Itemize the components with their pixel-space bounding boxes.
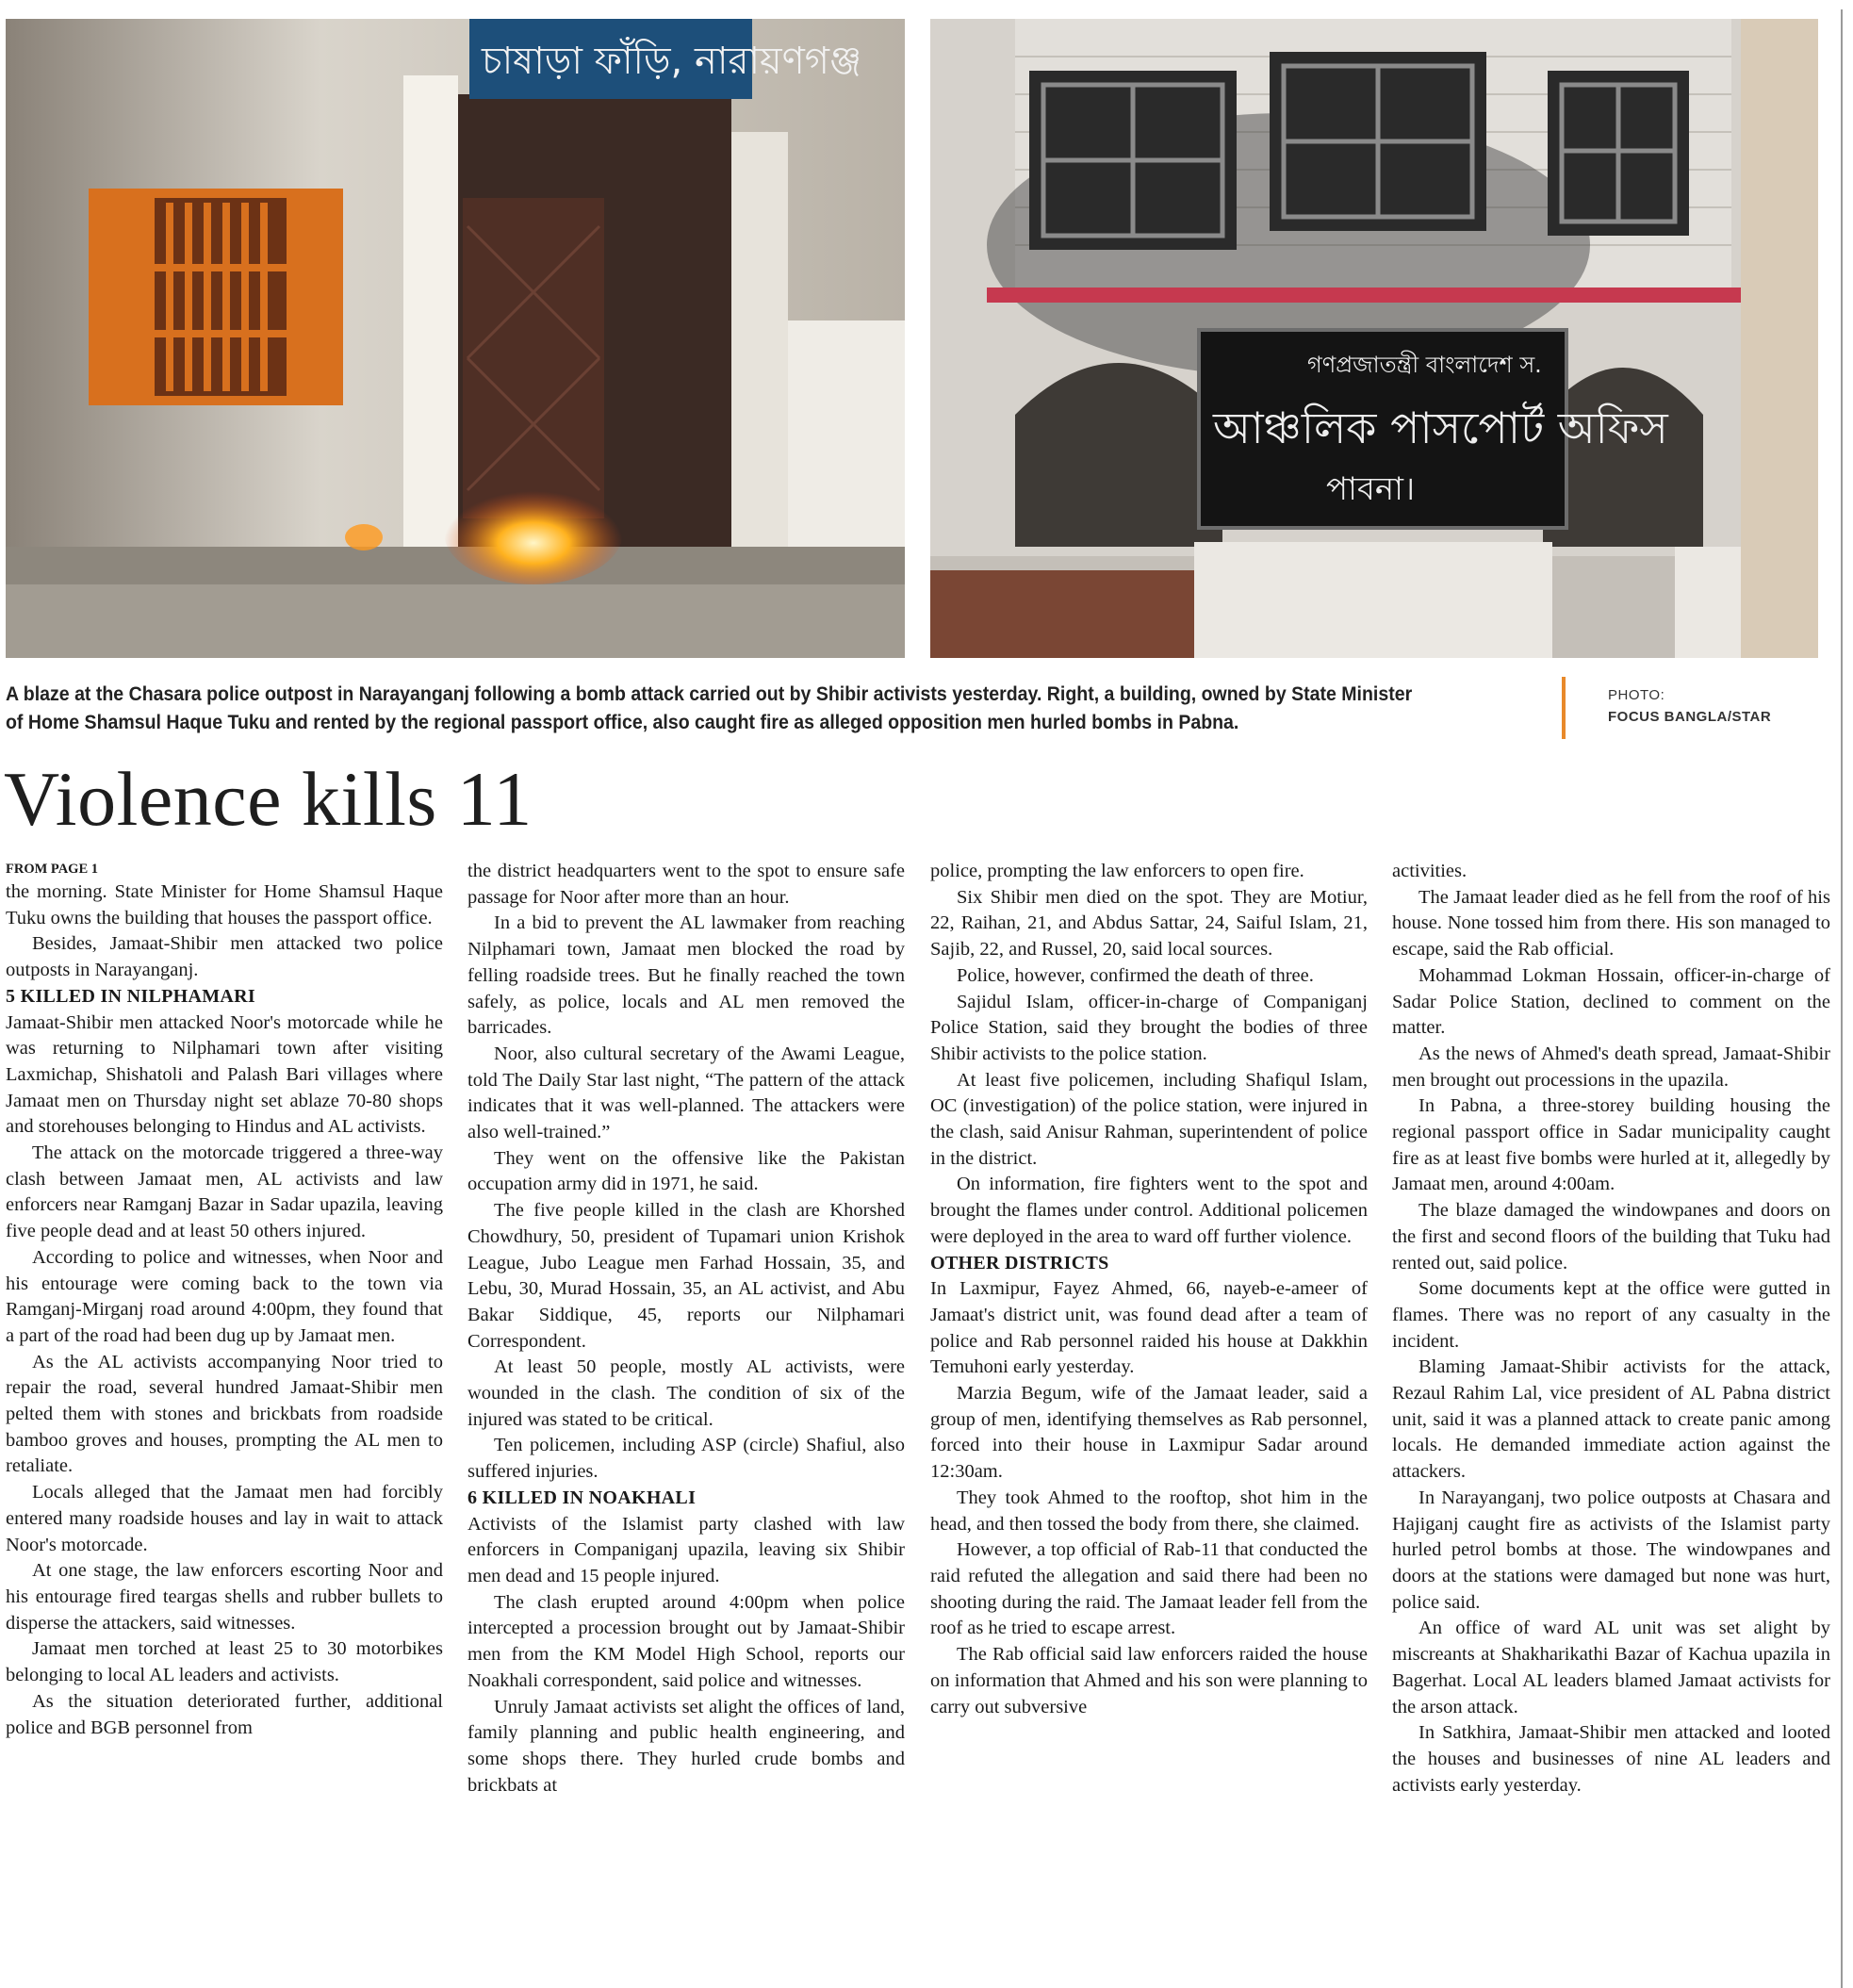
photo-passport-office-fire [930, 19, 1818, 658]
paragraph: Ten policemen, including ASP (circle) Shafiul, also suffered injuries. [467, 1435, 905, 1483]
paragraph: The Rab official said law enforcers raided the house on information that Ahmed and his son were planning to carry out subversive [930, 1644, 1368, 1717]
paragraph: At least 50 people, mostly AL activists, were wounded in the clash. The condition of six of the injured was stated to be critical. [467, 1356, 905, 1430]
sign-line-3: পাবনা। [1326, 470, 1416, 508]
photo-credit-label: PHOTO: [1608, 687, 1665, 703]
photo-caption: A blaze at the Chasara police outpost in Narayanganj following a bomb attack carried out by Shibir activists yesterday. Right, a building, owned by State Minister of Home Shamsul Haque Tuku and rented by the regional passport office, also caught fire as alleged opposition men hurled bombs in Pabna. [6, 683, 1413, 733]
article-column-3 [930, 859, 1368, 1720]
fire-flame [444, 481, 623, 584]
paragraph: In Narayanganj, two police outposts at Chasara and Hajiganj caught fire as activists of the Islamist party hurled petrol bombs at those. The windowpanes and doors at the stations were damaged but none was hurt, police said. [1392, 1487, 1830, 1613]
article-column-2 [467, 859, 905, 1799]
paragraph: Locals alleged that the Jamaat men had forcibly entered many roadside houses and lay in wait to attack Noor's motorcade. [6, 1482, 443, 1555]
paragraph: An office of ward AL unit was set alight by miscreants at Shakharikathi Bazar of Kachua upazila in Bagerhat. Local AL leaders blamed Jamaat activists for the arson attack. [1392, 1618, 1830, 1717]
paragraph: Jamaat-Shibir men attacked Noor's motorcade while he was returning to Nilphamari town after visiting Laxmichap, Shishatoli and Palash Bari villages where Jamaat men on Thursday night set ablaze 70-80 shops and storehouses belonging to Hindus and AL activists. [6, 1011, 443, 1138]
paragraph: Blaming Jamaat-Shibir activists for the attack, Rezaul Rahim Lal, vice president of AL Pabna district unit, said it was a planned attack to create panic among locals. He demanded immediate action against the attackers. [1392, 1356, 1830, 1483]
paragraph: They went on the offensive like the Pakistan occupation army did in 1971, he said. [467, 1147, 905, 1195]
blaze-illustration [6, 19, 905, 658]
page-right-rule [1841, 9, 1843, 1988]
paragraph: Police, however, confirmed the death of three. [957, 964, 1314, 986]
paragraph: Marzia Begum, wife of the Jamaat leader, said a group of men, identifying themselves as Rab personnel, forced into their house in Laxmipur Sadar around 12:30am. [930, 1383, 1368, 1483]
paragraph: The blaze damaged the windowpanes and doors on the first and second floors of the building that Tuku had rented out, said police. [1392, 1200, 1830, 1273]
photo-credit [1608, 684, 1771, 728]
paragraph: On information, fire fighters went to the spot and brought the flames under control. Additional policemen were deployed in the area to ward off further violence. [930, 1174, 1368, 1247]
paragraph: In a bid to prevent the AL lawmaker from reaching Nilphamari town, Jamaat men blocked the road by felling roadside trees. But he finally reached the town safely, as police, locals and AL men removed the barricades. [467, 912, 905, 1039]
paragraph: In Satkhira, Jamaat-Shibir men attacked and looted the houses and businesses of nine AL leaders and activists early yesterday. [1392, 1722, 1830, 1796]
paragraph: Jamaat men torched at least 25 to 30 motorbikes belonging to local AL leaders and activists. [6, 1638, 443, 1686]
paragraph: Six Shibir men died on the spot. They are Motiur, 22, Raihan, 21, and Abdus Sattar, 24, Saiful Islam, 21, Sajib, 22, and Russel, 20, said local sources. [930, 886, 1368, 961]
paragraph: Mohammad Lokman Hossain, officer-in-charge of Sadar Police Station, declined to comment on the matter. [1392, 964, 1830, 1039]
paragraph: the morning. State Minister for Home Shamsul Haque Tuku owns the building that houses the passport office. [6, 881, 443, 928]
paragraph: In Pabna, a three-storey building housing the regional passport office in Sadar municipality caught fire as at least five bombs were hurled at it, allegedly by Jamaat men, around 4:00am. [1392, 1095, 1830, 1195]
paragraph: Unruly Jamaat activists set alight the offices of land, family planning and public health engineering, and some shops there. They hurled crude bombs and brickbats at [467, 1696, 905, 1796]
paragraph: Activists of the Islamist party clashed with law enforcers in Companiganj upazila, leaving six Shibir men dead and 15 people injured. [467, 1513, 905, 1586]
paragraph: As the news of Ahmed's death spread, Jamaat-Shibir men brought out processions in the upazila. [1392, 1043, 1830, 1091]
paragraph: At one stage, the law enforcers escorting Noor and his entourage fired teargas shells and rubber bullets to disperse the attackers, said witnesses. [6, 1560, 443, 1634]
paragraph: At least five policemen, including Shafiqul Islam, OC (investigation) of the police station, were injured in the clash, said Anisur Rahman, superintendent of police in the district. [930, 1069, 1368, 1169]
paragraph: activities. [1392, 861, 1468, 881]
paragraph: The attack on the motorcade triggered a three-way clash between Jamaat men, AL activists and law enforcers near Ramganj Bazar in Sadar upazila, leaving five people dead and at least 50 others injured. [6, 1142, 443, 1242]
subheading: 5 KILLED IN NILPHAMARI [6, 985, 255, 1007]
paragraph: police, prompting the law enforcers to open fire. [930, 861, 1304, 881]
paragraph: The Jamaat leader died as he fell from the roof of his house. None tossed him from there. His son managed to escape, said the Rab official. [1392, 886, 1830, 961]
paragraph: the district headquarters went to the spot to ensure safe passage for Noor after more than an hour. [467, 861, 905, 908]
paragraph: As the situation deteriorated further, additional police and BGB personnel from [6, 1690, 443, 1738]
paragraph: Noor, also cultural secretary of the Awami League, told The Daily Star last night, “The pattern of the attack indicates that it was well-planned. The attackers were also well-trained.” [467, 1043, 905, 1143]
paragraph: As the AL activists accompanying Noor tried to repair the road, several hundred Jamaat-Shibir men pelted them with stones and brickbats from roadside bamboo groves and houses, prompting the AL men to retaliate. [6, 1351, 443, 1477]
outpost-sign-text: চাষাড়া ফাঁড়ি, নারায়ণগঞ্জ [482, 40, 862, 83]
paragraph: According to police and witnesses, when Noor and his entourage were coming back to the town via Ramganj-Mirganj road around 4:00pm, they found that a part of the road had been dug up by Jamaat men. [6, 1246, 443, 1346]
paragraph: Sajidul Islam, officer-in-charge of Companiganj Police Station, said they brought the bodies of three Shibir activists to the police station. [930, 991, 1368, 1064]
paragraph: The five people killed in the clash are Khorshed Chowdhury, 50, president of Tupamari union Krishok League, Jubo League men Farhad Hossain, 35, and Lebu, 30, Murad Hossain, 35, an AL activist, and Abu Bakar Siddique, 45, reports our Nilphamari Correspondent. [467, 1200, 905, 1352]
paragraph: In Laxmipur, Fayez Ahmed, 66, nayeb-e-ameer of Jamaat's district unit, was found dead after a team of police and Rab personnel raided his house at Dakkhin Temuhoni early yesterday. [930, 1278, 1368, 1378]
photo-police-outpost-blaze [6, 19, 905, 658]
subheading: 6 KILLED IN NOAKHALI [467, 1487, 697, 1508]
paragraph: They took Ahmed to the rooftop, shot him in the head, and then tossed the body from there, she claimed. [930, 1487, 1368, 1535]
continued-from-label: FROM PAGE 1 [6, 862, 98, 877]
sign-line-2: আঞ্চলিক পাসপোর্ট অফিস [1213, 403, 1668, 453]
paragraph: The clash erupted around 4:00pm when police intercepted a procession brought out by Jamaat-Shibir men from the KM Model High School, reports our Noakhali correspondent, said police and witnesses. [467, 1591, 905, 1691]
article-column-1 [6, 859, 443, 1741]
paragraph: However, a top official of Rab-11 that conducted the raid refuted the allegation and said there had been no shooting during the raid. The Jamaat leader fell from the roof as he tried to escape arrest. [930, 1539, 1368, 1639]
credit-accent-bar [1562, 677, 1566, 739]
passport-office-illustration [930, 19, 1818, 658]
photo-credit-source: FOCUS BANGLA/STAR [1608, 709, 1772, 725]
paragraph: Besides, Jamaat-Shibir men attacked two police outposts in Narayanganj. [6, 933, 443, 981]
sign-line-1: গণপ্রজাতন্ত্রী বাংলাদেশ স. [1307, 352, 1542, 378]
paragraph: Some documents kept at the office were gutted in flames. There was no report of any casualty in the incident. [1392, 1278, 1830, 1352]
subheading: OTHER DISTRICTS [930, 1252, 1109, 1273]
article-column-4 [1392, 859, 1830, 1799]
headline: Violence kills 11 [4, 756, 533, 842]
